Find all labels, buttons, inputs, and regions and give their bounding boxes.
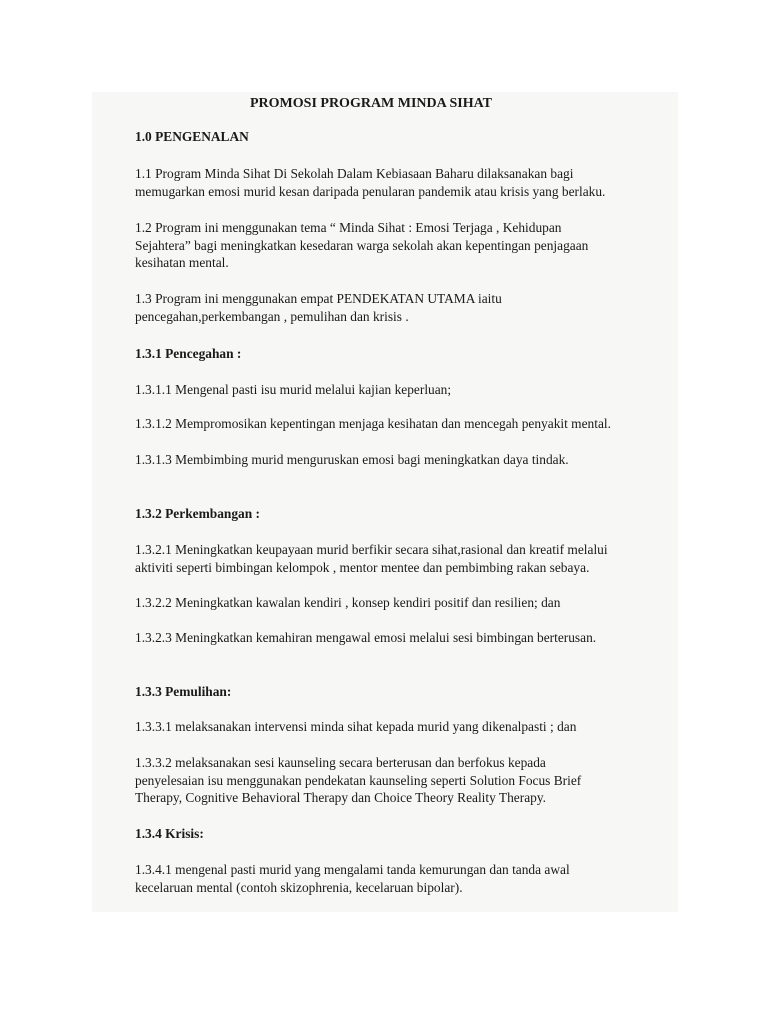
paragraph-line: kecelaruan mental (contoh skizophrenia, kecelaruan bipolar). <box>135 879 463 895</box>
paragraph-line: 1.1 Program Minda Sihat Di Sekolah Dalam Kebiasaan Baharu dilaksanakan bagi <box>135 166 574 181</box>
paragraph-line: 1.3.2.1 Meningkatkan keupayaan murid berfikir secara sihat,rasional dan kreatif melalui <box>135 542 608 557</box>
paragraph-line: kesihatan mental. <box>135 255 229 270</box>
paragraph-line: 1.3.4.1 mengenal pasti murid yang mengalami tanda kemurungan dan tanda awal <box>135 862 570 877</box>
paragraph-line: 1.3.3.2 melaksanakan sesi kaunseling secara berterusan dan berfokus kepada <box>135 755 546 770</box>
section-heading-pengenalan: 1.0 PENGENALAN <box>135 129 249 144</box>
item-1-3-2-1 <box>135 541 680 576</box>
subheading-perkembangan: 1.3.2 Perkembangan : <box>135 506 260 521</box>
paragraph-line: 1.3 Program ini menggunakan empat PENDEKATAN UTAMA iaitu <box>135 291 502 306</box>
item-1-3-4-1 <box>135 861 680 896</box>
subheading-pemulihan: 1.3.3 Pemulihan: <box>135 684 232 699</box>
paragraph-line: pencegahan,perkembangan , pemulihan dan krisis . <box>135 308 409 324</box>
paragraph-line: Therapy, Cognitive Behavioral Therapy dan Choice Theory Reality Therapy. <box>135 790 547 805</box>
paragraph-1-1 <box>135 165 680 200</box>
item-1-3-3-1: 1.3.3.1 melaksanakan intervensi minda sihat kepada murid yang dikenalpasti ; dan <box>135 719 577 734</box>
paragraph-line: aktiviti seperti bimbingan kelompok , mentor mentee dan pembimbing rakan sebaya. <box>135 559 590 575</box>
subheading-pencegahan: 1.3.1 Pencegahan : <box>135 346 242 361</box>
paragraph-line: penyelesaian isu menggunakan pendekatan kaunseling seperti Solution Focus Brief <box>135 772 582 788</box>
paragraph-1-2 <box>135 219 680 272</box>
item-1-3-2-2: 1.3.2.2 Meningkatkan kawalan kendiri , konsep kendiri positif dan resilien; dan <box>135 595 561 610</box>
item-1-3-1-3: 1.3.1.3 Membimbing murid menguruskan emosi bagi meningkatkan daya tindak. <box>135 452 569 467</box>
item-1-3-2-3: 1.3.2.3 Meningkatkan kemahiran mengawal emosi melalui sesi bimbingan berterusan. <box>135 630 597 645</box>
item-1-3-1-1: 1.3.1.1 Mengenal pasti isu murid melalui kajian keperluan; <box>135 382 452 397</box>
paragraph-line: 1.2 Program ini menggunakan tema “ Minda Sihat : Emosi Terjaga , Kehidupan <box>135 220 562 235</box>
item-1-3-3-2 <box>135 754 680 807</box>
item-1-3-1-2: 1.3.1.2 Mempromosikan kepentingan menjaga kesihatan dan mencegah penyakit mental. <box>135 416 611 431</box>
paragraph-1-3 <box>135 290 680 325</box>
paragraph-line: memugarkan emosi murid kesan daripada penularan pandemik atau krisis yang berlaku. <box>135 183 606 199</box>
paragraph-line: Sejahtera” bagi meningkatkan kesedaran warga sekolah akan kepentingan penjagaan <box>135 237 589 253</box>
document-title: PROMOSI PROGRAM MINDA SIHAT <box>250 96 493 111</box>
subheading-krisis: 1.3.4 Krisis: <box>135 826 204 841</box>
